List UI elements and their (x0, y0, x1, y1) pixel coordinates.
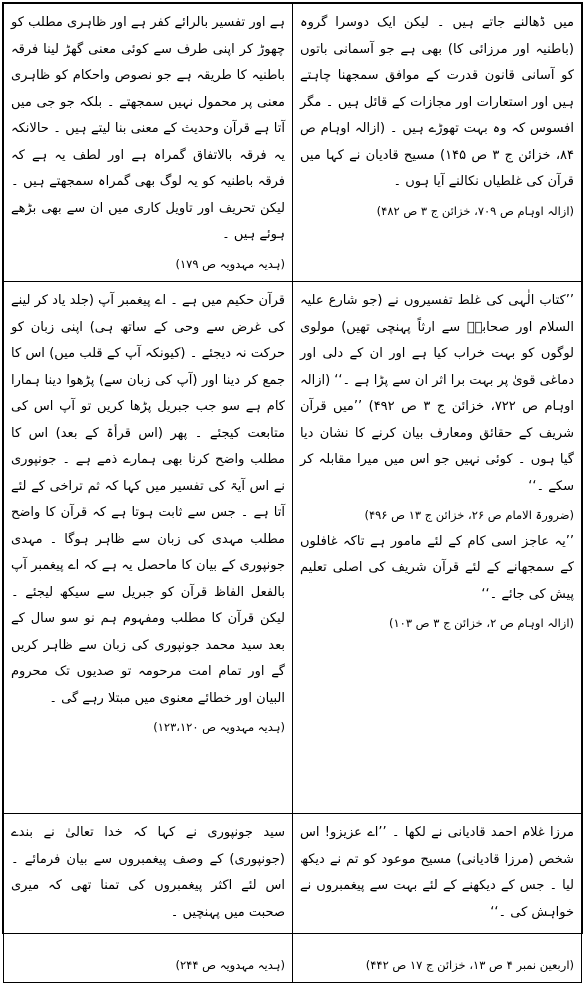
cell-bottom-right (4, 814, 293, 983)
citation-second: (ازالہ اوہام ص ۲، خزائن ج ۳ ص ۱۰۳) (389, 616, 574, 630)
table-row (4, 282, 582, 814)
citation: (ازالہ اوہام ص ۷۰۹، خزائن ج ۳ ص ۴۸۲) (376, 203, 574, 218)
table-row (4, 4, 582, 282)
cell-top-right (4, 4, 293, 282)
cell-text: مرزا غلام احمد قادیانی نے لکھا ۔ ’’اے عزیزو! اس شخص (مرزا قادیانی) مسیح موعود کو تم نے دیکھ لیا ۔ جس کے دیکھنے کے لئے بہت سے پیغمبروں نے خواہش کی ۔‘‘ (300, 825, 574, 920)
comparison-table (3, 3, 582, 983)
citation: (ہدیہ مہدویہ ص ۱۲۳،۱۲۰) (153, 720, 285, 734)
citation: (ضرورۃ الامام ص ۲۶، خزائن ج ۱۳ ص ۴۹۶) (364, 508, 574, 522)
cell-mid-left (293, 282, 582, 814)
cell-text: میں ڈھالنے جاتے ہیں ۔ لیکن ایک دوسرا گروہ (باطنیہ اور مرزائی کا) بھی ہے جو آسمانی باتوں کو آسانی قانون قدرت کے موافق سمجھنا چاہتے ہیں اور استعارات اور مجازات کے قائل ہیں ۔ مگر افسوس کہ وہ بہت تھوڑے ہیں ۔ (ازالہ اوہام ص ۸۴، خزائن ج ۳ ص ۱۴۵) مسیح قادیان نے کہا میں قرآن کی غلطیاں نکالنے آیا ہوں ۔ (300, 15, 575, 189)
document-page (2, 2, 583, 972)
cell-bottom-left (293, 814, 582, 983)
citation: (ہدیہ مہدویہ ص ۲۴۴) (175, 957, 285, 972)
cell-text: ’’کتاب الٰہی کی غلط تفسیروں نے (جو شارع علیہ السلام اور صحابہؓ سے ارثاً پہنچی تھیں) مولوی لوگوں کو بہت خراب کیا ہے اور ان کے دلی اور دماغی قویٰ پر بہت برا اثر ان سے پڑا ہے ۔‘‘ (ازالہ اوہام ص ۷۲۲، خزائن ج ۳ ص ۴۹۲) ’’میں قرآن شریف کے حقائق ومعارف بیان کرنے کا نشان دیا گیا ہوں ۔ کوئی نہیں جو اس میں میرا مقابلہ کر سکے ۔‘‘ (300, 293, 575, 494)
cell-mid-right (4, 282, 293, 814)
citation: (ہدیہ مہدویہ ص ۱۷۹) (175, 256, 285, 271)
citation: (اربعین نمبر ۴ ص ۱۳، خزائن ج ۱۷ ص ۴۴۲) (365, 957, 574, 972)
cell-top-left (293, 4, 582, 282)
cell-text: قرآن حکیم میں ہے ۔ اے پیغمبر آپ (جلد یاد کر لینے کی غرض سے وحی کے ساتھ ہی) اپنی زبان کو حرکت نہ دیجئے ۔ (کیونکہ آپ کے قلب میں) اس کا جمع کر دینا اور (آپ کی زبان سے) پڑھوا دینا ہمارا کام ہے سو جب جبریل پڑھا کریں تو آپ اس کی متابعت کیجئے ۔ پھر (اس قرأۃ کے بعد) اس کا مطلب واضح کرنا بھی ہمارے ذمے ہے ۔ جونپوری نے اس آیۃ کی تفسیر میں کہا کہ ثم تراخی کے لئے آتا ہے ۔ جس سے ثابت ہوتا ہے کہ قرآن کا واضح مطلب مہدی کی زبان سے ظاہر ہوگا ۔ مہدی جونپوری کے بیان کا ماحصل یہ ہے کہ اے پیغمبر آپ بالفعل الفاظ قرآن کو جبریل سے سیکھ لیجئے ۔ لیکن قرآن کا مطلب ومفہوم ہم نو سو سال کے بعد سید محمد جونپوری کی زبان سے ظاہر کریں گے اور تمام امت مرحومہ تو صدیوں تک محروم البیان اور خطائے معنوی میں مبتلا رہے گی ۔ (11, 293, 285, 706)
cell-text-second: ’’یہ عاجز اسی کام کے لئے مامور ہے تاکہ غافلوں کے سمجھانے کے لئے قرآن شریف کی اصلی تعلیم پیش کی جائے ۔‘‘ (300, 533, 574, 602)
cell-text: ہے اور تفسیر بالرائے کفر ہے اور ظاہری مطلب کو چھوڑ کر اپنی طرف سے کوئی معنی گھڑ لینا فرقہ باطنیہ کا طریقہ ہے جو نصوص واحکام کو ظاہری معنی پر محمول نہیں سمجھتے ۔ بلکہ جو جی میں آتا ہے قرآن وحدیث کے معنی بنا لیتے ہیں ۔ حالانکہ یہ فرقہ بالاتفاق گمراہ ہے اور لطف یہ ہے کہ فرقہ باطنیہ کو یہ لوگ بھی گمراہ سمجھتے ہیں ۔ لیکن تحریف اور تاویل کاری میں ان سے بھی بڑھے ہوئے ہیں ۔ (11, 15, 285, 242)
table-row (4, 814, 582, 983)
cell-text: سید جونپوری نے کہا کہ خدا تعالیٰ نے بندے (جونپوری) کے وصف پیغمبروں سے بیان فرمائے ۔ اس لئے اکثر پیغمبروں کی تمنا تھی کہ میری صحبت میں پہنچیں ۔ (11, 825, 285, 920)
